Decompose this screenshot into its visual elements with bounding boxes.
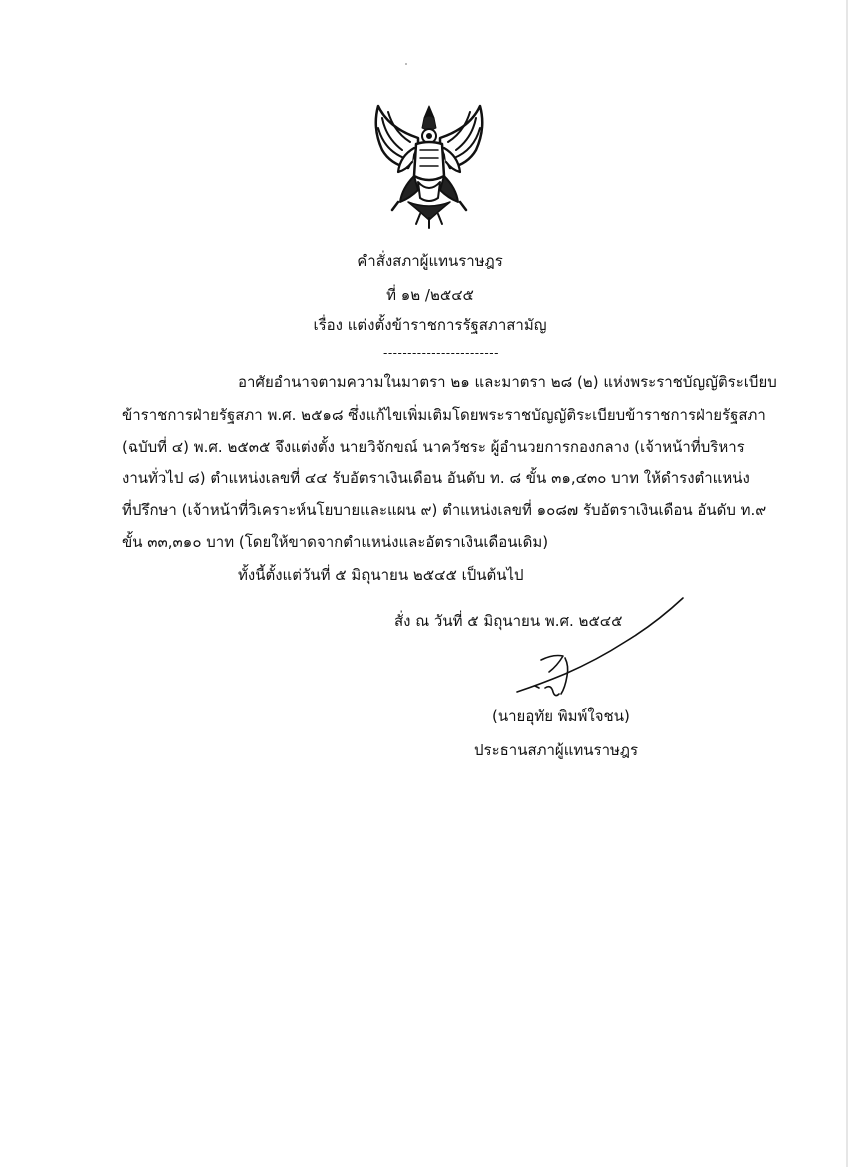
body-paragraph-line: ที่ปรึกษา (เจ้าหน้าที่วิเคราะห์นโยบายและแผน ๙) ตำแหน่งเลขที่ ๑๐๘๗ รับอัตราเงินเดือน อันดับ ท.๙ [122, 501, 767, 519]
body-paragraph-line: ขั้น ๓๓,๓๑๐ บาท (โดยให้ขาดจากตำแหน่งและอัตราเงินเดือนเดิม) [122, 533, 549, 551]
document-subject: เรื่อง แต่งตั้งข้าราชการรัฐสภาสามัญ [313, 316, 547, 334]
separator-line: ------------------------ [383, 346, 499, 360]
garuda-emblem-icon [368, 98, 490, 230]
body-paragraph-line: ข้าราชการฝ่ายรัฐสภา พ.ศ. ๒๕๑๘ ซึ่งแก้ไขเพิ่มเติมโดยพระราชบัญญัติระเบียบข้าราชการฝ่ายรัฐสภา [122, 406, 766, 424]
effective-date: ทั้งนี้ตั้งแต่วันที่ ๕ มิถุนายน ๒๕๔๕ เป็นต้นไป [238, 566, 524, 584]
body-paragraph-line: งานทั่วไป ๘) ตำแหน่งเลขที่ ๔๔ รับอัตราเงินเดือน อันดับ ท. ๘ ขั้น ๓๑,๔๓๐ บาท ให้ดำรงตำแหน่ง [122, 469, 750, 487]
signer-title: ประธานสภาผู้แทนราษฎร [474, 741, 639, 759]
body-paragraph-line: อาศัยอำนาจตามความในมาตรา ๒๑ และมาตรา ๒๘ (๒) แห่งพระราชบัญญัติระเบียบ [238, 373, 777, 391]
document-number: ที่ ๑๒ /๒๕๔๕ [386, 286, 474, 304]
scan-speck [405, 63, 407, 65]
handwritten-signature [505, 596, 695, 706]
signer-name: (นายอุทัย พิมพ์ใจชน) [492, 707, 630, 725]
body-paragraph-line: (ฉบับที่ ๔) พ.ศ. ๒๕๓๕ จึงแต่งตั้ง นายวิจักขณ์ นาควัชระ ผู้อำนวยการกองกลาง (เจ้าหน้าที่บริหาร [122, 438, 745, 456]
signed-date: สั่ง ณ วันที่ ๕ มิถุนายน พ.ศ. ๒๕๔๕ [394, 612, 623, 630]
document-title: คำสั่งสภาผู้แทนราษฎร [357, 252, 503, 270]
